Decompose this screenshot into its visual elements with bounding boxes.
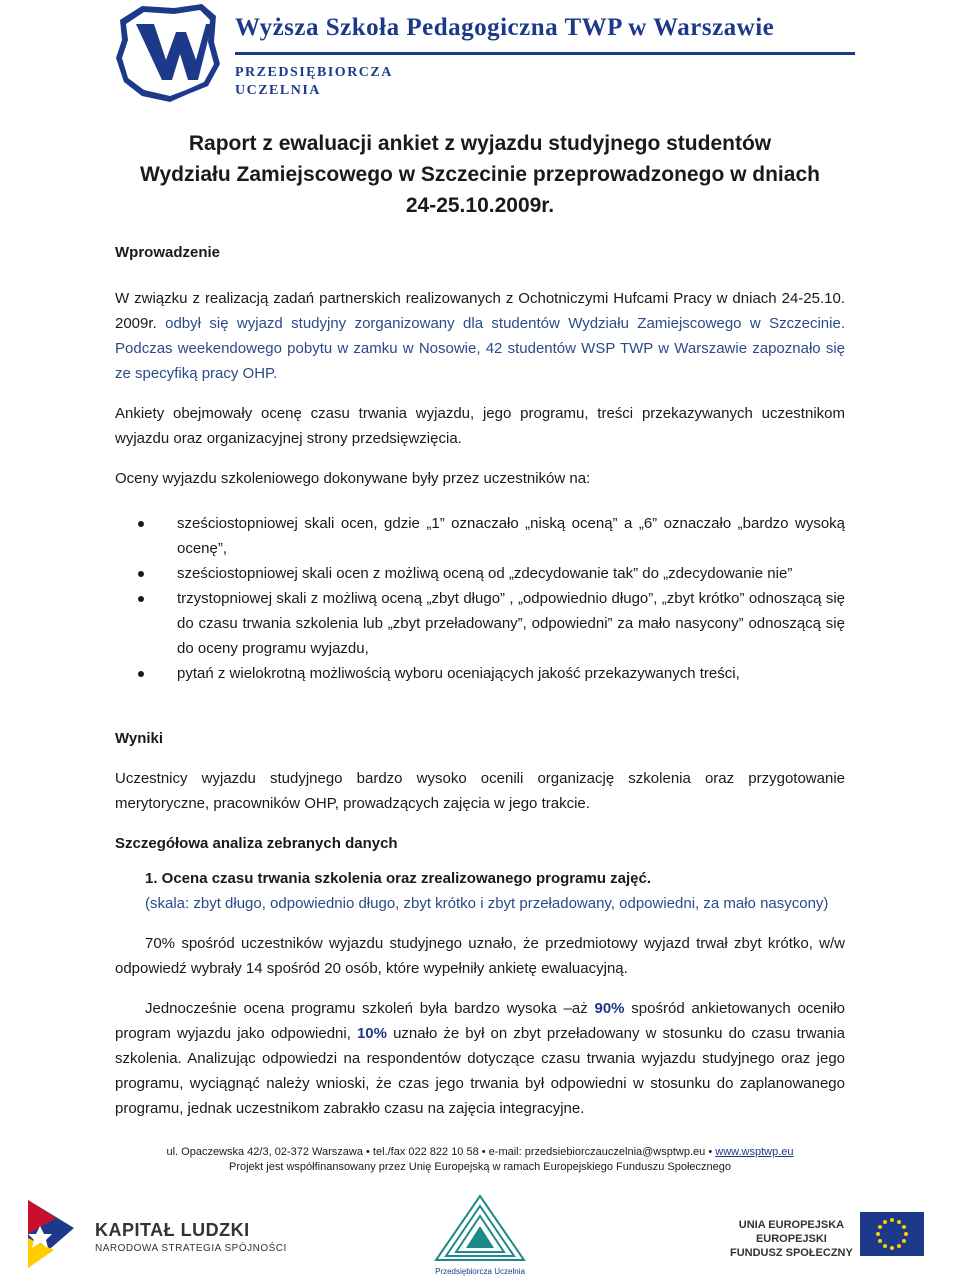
analysis-p2-c: uznało że był on zbyt przeładowany w stosunku do czasu trwania szkolenia. bbox=[115, 1025, 845, 1067]
sub-brand-line-2: UCZELNIA bbox=[235, 83, 321, 98]
analysis-item-1-title: 1. Ocena czasu trwania szkolenia oraz zrealizowanego programu zajęć. bbox=[145, 870, 652, 887]
analysis-scale-note: (skala: zbyt długo, odpowiednio długo, zbyt krótko i zbyt przeładowany, odpowiedni, za mało nasycony) bbox=[145, 895, 829, 912]
header-divider bbox=[235, 52, 855, 55]
pu-label: Przedsiębiorcza Uczelnia bbox=[435, 1267, 525, 1276]
ue-line-2: EUROPEJSKI bbox=[755, 1233, 827, 1245]
kl-subtitle: NARODOWA STRATEGIA SPÓJNOŚCI bbox=[95, 1243, 287, 1254]
title-line-1: Raport z ewaluacji ankiet z wyjazdu studyjnego studentów bbox=[188, 132, 772, 155]
analysis-heading: Szczegółowa analiza zebranych danych bbox=[115, 835, 398, 852]
intro-p1-b: odbył się wyjazd studyjny zorganizowany dla studentów Wydziału Zamiejscowego w Szczecinie. bbox=[156, 315, 845, 332]
intro-p1-a: W związku z realizacją zadań partnerskich realizowanych z Ochotniczymi Hufcami Pracy w dniach 24-25.10. 2009r. bbox=[115, 290, 845, 332]
ue-line-1: UNIA EUROPEJSKA bbox=[738, 1219, 845, 1231]
kapital-ludzki-text bbox=[95, 1220, 287, 1254]
intro-heading: Wprowadzenie bbox=[115, 244, 221, 261]
report-title bbox=[100, 128, 860, 221]
intro-p1-c: Podczas weekendowego pobytu w zamku w Nosowie, 42 studentów WSP TWP w Warszawie zapoznało się ze specyfiką pracy OHP. bbox=[115, 340, 845, 382]
footer-logos bbox=[0, 1192, 960, 1279]
title-line-3: 24-25.10.2009r. bbox=[405, 194, 555, 217]
sub-brand-line-1: PRZEDSIĘBIORCZA bbox=[235, 65, 393, 80]
pct-90: 90% bbox=[594, 1000, 625, 1017]
document-header bbox=[0, 0, 960, 110]
results-paragraph: Uczestnicy wyjazdu studyjnego bardzo wysoko ocenili organizację szkolenia oraz przygotowanie merytoryczne, pracowników OHP, prowadzących zajęcia w jego trakcie. bbox=[115, 770, 845, 812]
ue-line-3: FUNDUSZ SPOŁECZNY bbox=[730, 1247, 853, 1259]
intro-paragraph-3: Oceny wyjazdu szkoleniowego dokonywane były przez uczestników na: bbox=[115, 470, 591, 487]
przedsiebiorcza-uczelnia-logo-icon bbox=[428, 1192, 532, 1278]
eu-flag-icon bbox=[860, 1212, 924, 1256]
website-link[interactable]: www.wsptwp.eu bbox=[715, 1146, 794, 1158]
pct-10: 10% bbox=[356, 1025, 387, 1042]
kapital-ludzki-logo-icon bbox=[26, 1198, 76, 1270]
footer-contact-line bbox=[0, 1145, 960, 1160]
school-name: Wyższa Szkoła Pedagogiczna TWP w Warszawie bbox=[235, 14, 775, 41]
list-item: pytań z wielokrotną możliwością wyboru oceniających jakość przekazywanych treści, bbox=[115, 661, 845, 686]
analysis-p2-a: Jednocześnie ocena programu szkoleń była bardzo wysoka –aż bbox=[145, 1000, 595, 1017]
analysis-paragraph-1: 70% spośród uczestników wyjazdu studyjnego uznało, że przedmiotowy wyjazd trwał zbyt krótko, w/w odpowiedź wybrały 14 spośród 20 osób, które wypełniły ankietę ewaluacyjną. bbox=[115, 935, 845, 977]
footer-project-note: Projekt jest współfinansowany przez Unię Europejską w ramach Europejskiego Funduszu Społecznego bbox=[229, 1161, 731, 1173]
analysis-p2-b: spośród ankietowanych oceniło program wyjazdu jako odpowiedni, bbox=[115, 1000, 846, 1042]
analysis-paragraph-2 bbox=[115, 996, 845, 1121]
rating-scales-list bbox=[115, 511, 845, 686]
list-item: sześciostopniowej skali ocen, gdzie „1” oznaczało „niską oceną” a „6” oznaczało „bardzo wysoką ocenę”, bbox=[115, 511, 845, 561]
analysis-p2-d: Analizując odpowiedzi na respondentów dotyczące czasu trwania wyjazdu studyjnego oraz jego programu, wyciągnąć należy wnioski, że czas jego trwania był odpowiedni w stosunku do zaplanowanego programu, jednak uczestnikom zabrakło czasu na zajęcia integracyjne. bbox=[115, 1050, 845, 1117]
intro-paragraph-1 bbox=[115, 286, 845, 386]
ue-text bbox=[730, 1218, 853, 1260]
intro-paragraph-2: Ankiety obejmowały ocenę czasu trwania wyjazdu, jego programu, treści przekazywanych uczestnikom wyjazdu oraz organizacyjnej strony przedsięwzięcia. bbox=[115, 405, 845, 447]
footer-address-block bbox=[0, 1145, 960, 1175]
results-heading: Wyniki bbox=[115, 730, 164, 747]
sub-brand bbox=[235, 64, 393, 100]
kl-title: KAPITAŁ LUDZKI bbox=[95, 1220, 250, 1240]
title-line-2: Wydziału Zamiejscowego w Szczecinie przeprowadzonego w dniach bbox=[140, 163, 820, 186]
list-item: sześciostopniowej skali ocen z możliwą oceną od „zdecydowanie tak” do „zdecydowanie nie” bbox=[115, 561, 845, 586]
list-item: trzystopniowej skali z możliwą oceną „zbyt długo” , „odpowiednio długo”, „zbyt krótko” odnoszącą się do czasu trwania szkolenia lub „zbyt przeładowany”, odpowiedni” za mało nasycony” odnoszącą się do oceny programu wyjazdu, bbox=[115, 586, 845, 661]
document-body bbox=[115, 240, 845, 1121]
wsp-twp-logo-icon bbox=[112, 2, 222, 106]
footer-address: ul. Opaczewska 42/3, 02-372 Warszawa • tel./fax 022 822 10 58 • e-mail: przedsiebiorczauczelnia@wsptwp.eu • bbox=[166, 1146, 716, 1158]
